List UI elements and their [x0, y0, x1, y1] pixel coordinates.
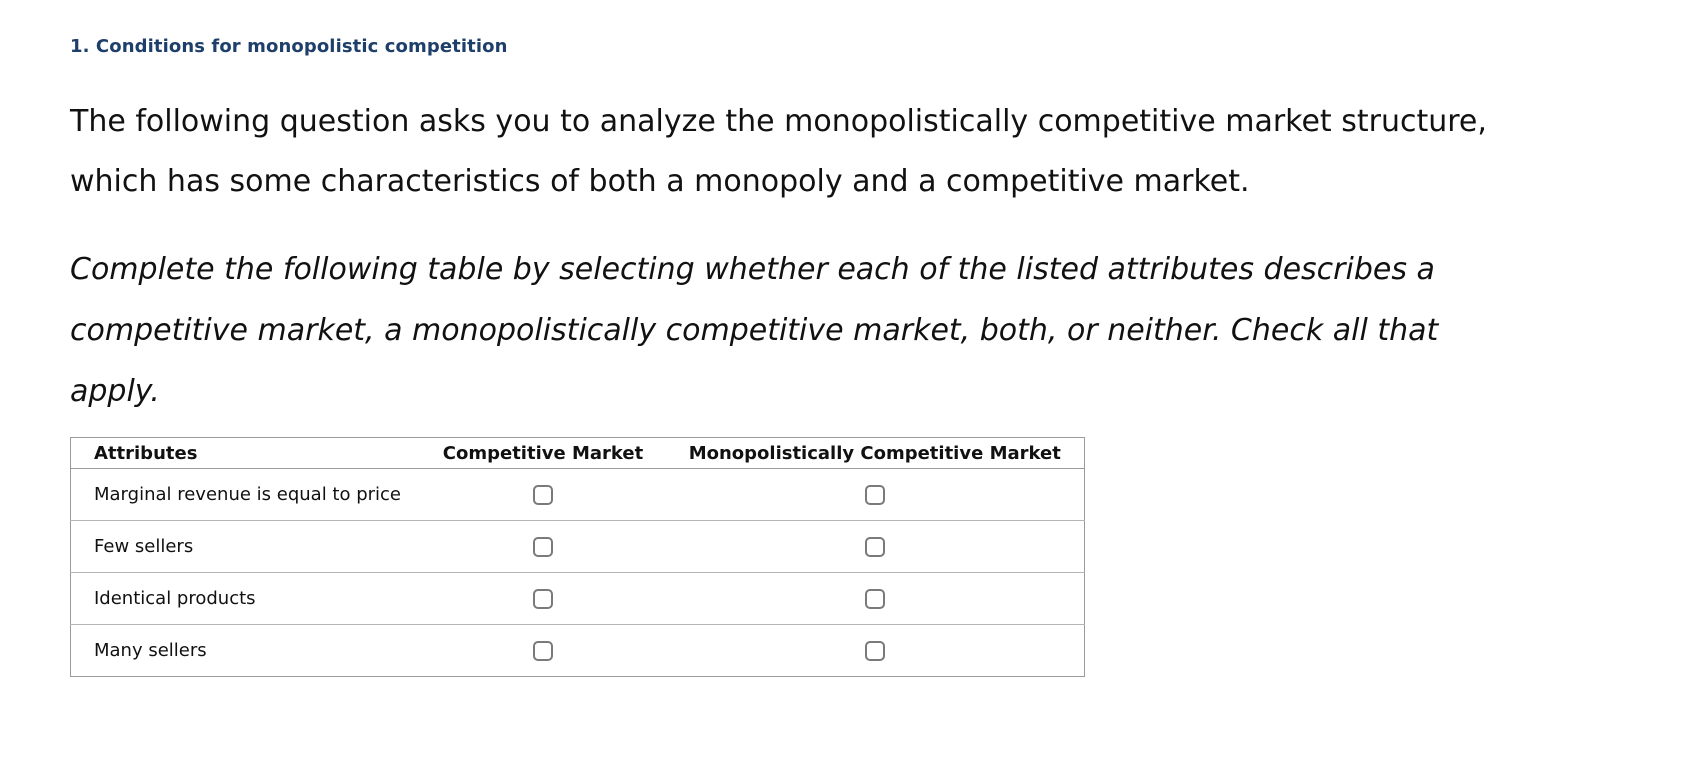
competitive-market-checkbox[interactable] — [533, 641, 553, 661]
header-attributes: Attributes — [71, 438, 421, 469]
header-monopolistically-competitive-market: Monopolistically Competitive Market — [666, 438, 1085, 469]
competitive-market-checkbox[interactable] — [533, 485, 553, 505]
question-title: 1. Conditions for monopolistic competition — [70, 36, 508, 57]
monopolistic-market-checkbox[interactable] — [865, 485, 885, 505]
table-row — [71, 521, 1085, 573]
monopolistic-market-checkbox[interactable] — [865, 537, 885, 557]
monopolistic-market-checkbox[interactable] — [865, 641, 885, 661]
monopolistic-market-checkbox[interactable] — [865, 589, 885, 609]
competitive-market-checkbox[interactable] — [533, 537, 553, 557]
table-row — [71, 625, 1085, 677]
table-row — [71, 469, 1085, 521]
question-instructions: Complete the following table by selecting whether each of the listed attributes describes a competitive market, a monopolistically competitive market, both, or neither. Check all that apply. — [70, 252, 1439, 409]
competitive-market-checkbox[interactable] — [533, 589, 553, 609]
attributes-table — [70, 437, 1085, 677]
table-row — [71, 573, 1085, 625]
attribute-label: Marginal revenue is equal to price — [71, 469, 421, 521]
table-header-row — [71, 438, 1085, 469]
attribute-label: Identical products — [71, 573, 421, 625]
attribute-label: Many sellers — [94, 640, 207, 661]
attribute-label: Few sellers — [71, 521, 421, 573]
question-intro: The following question asks you to analyze the monopolistically competitive market structure, which has some characteristics of both a monopoly and a competitive market. — [70, 104, 1487, 199]
header-competitive-market: Competitive Market — [421, 438, 666, 469]
